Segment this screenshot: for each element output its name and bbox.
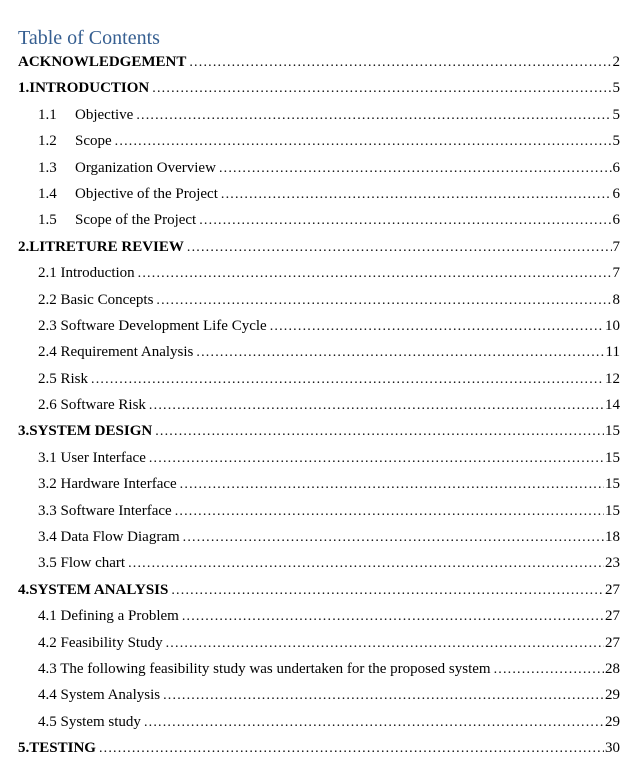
toc-entry-page: 29 <box>605 687 620 704</box>
toc-entry[interactable] <box>18 292 620 318</box>
toc-entry-label: ACKNOWLEDGEMENT <box>18 54 187 70</box>
toc-entry-page: 15 <box>605 449 620 466</box>
dot-leader <box>152 81 611 97</box>
dot-leader <box>149 451 604 467</box>
toc-entry-page: 2 <box>612 54 620 70</box>
toc-entry-label: 3.5 Flow chart <box>38 555 126 572</box>
toc-entry-label: 4.2 Feasibility Study <box>38 634 163 651</box>
dot-leader <box>270 319 604 335</box>
toc-entry[interactable] <box>18 318 620 344</box>
toc-entry-number: 1.5 <box>38 212 57 229</box>
toc-list <box>18 54 620 767</box>
toc-entry-page: 18 <box>605 529 620 546</box>
toc-entry-label: 4.1 Defining a Problem <box>38 608 179 625</box>
toc-entry[interactable] <box>18 371 620 397</box>
dot-leader <box>219 161 612 177</box>
dot-leader <box>99 741 604 757</box>
toc-entry-label: Objective <box>75 106 134 123</box>
toc-entry-label: 1.INTRODUCTION <box>18 80 150 97</box>
toc-entry-page: 7 <box>612 238 620 255</box>
toc-entry-page: 10 <box>605 317 620 334</box>
toc-entry-label: 2.6 Software Risk <box>38 397 146 414</box>
toc-entry-label: 3.2 Hardware Interface <box>38 476 177 493</box>
toc-entry[interactable] <box>18 186 620 212</box>
toc-entry[interactable] <box>18 239 620 265</box>
toc-entry[interactable] <box>18 635 620 661</box>
toc-entry[interactable] <box>18 133 620 159</box>
toc-entry-page: 27 <box>605 634 620 651</box>
toc-entry-page: 14 <box>605 397 620 414</box>
toc-entry-label: 4.3 The following feasibility study was undertaken for the proposed system <box>38 660 491 677</box>
toc-entry-page: 5 <box>612 133 620 150</box>
toc-entry-page: 29 <box>605 713 620 730</box>
toc-entry-label: 4.5 System study <box>38 713 141 730</box>
toc-entry-label: 2.4 Requirement Analysis <box>38 344 194 361</box>
toc-entry-page: 11 <box>605 344 620 361</box>
toc-entry[interactable] <box>18 582 620 608</box>
toc-entry-label: 5.TESTING <box>18 740 96 757</box>
toc-entry[interactable] <box>18 265 620 291</box>
dot-leader <box>163 688 604 704</box>
dot-leader <box>136 108 611 124</box>
toc-entry[interactable] <box>18 160 620 186</box>
toc-entry[interactable] <box>18 687 620 713</box>
toc-entry[interactable] <box>18 423 620 449</box>
toc-entry-label: Objective of the Project <box>75 185 218 202</box>
toc-entry[interactable] <box>18 476 620 502</box>
page-title: Table of Contents <box>18 27 160 49</box>
dot-leader <box>189 55 611 71</box>
toc-entry-page: 5 <box>612 106 620 123</box>
toc-entry-page: 15 <box>605 423 620 440</box>
dot-leader <box>494 662 604 678</box>
toc-entry[interactable] <box>18 450 620 476</box>
dot-leader <box>128 556 604 572</box>
dot-leader <box>144 715 604 731</box>
toc-entry-page: 15 <box>605 502 620 519</box>
toc-entry[interactable] <box>18 714 620 740</box>
toc-entry[interactable] <box>18 107 620 133</box>
dot-leader <box>115 134 612 150</box>
toc-entry-number: 1.4 <box>38 185 57 202</box>
toc-entry-label: 2.3 Software Development Life Cycle <box>38 317 267 334</box>
toc-entry-page: 27 <box>605 581 620 598</box>
dot-leader <box>182 609 604 625</box>
toc-entry-label: Organization Overview <box>75 159 216 176</box>
toc-entry[interactable] <box>18 503 620 529</box>
dot-leader <box>171 583 604 599</box>
dot-leader <box>187 240 612 256</box>
toc-entry-label: Scope <box>75 133 112 150</box>
toc-entry-page: 6 <box>612 185 620 202</box>
toc-entry-label: 4.4 System Analysis <box>38 687 161 704</box>
toc-entry-label: 3.SYSTEM DESIGN <box>18 423 153 440</box>
dot-leader <box>199 213 611 229</box>
toc-entry-page: 28 <box>605 660 620 677</box>
toc-entry-number: 1.2 <box>38 133 57 150</box>
toc-entry-page: 23 <box>605 555 620 572</box>
toc-entry-label: 3.1 User Interface <box>38 449 146 466</box>
toc-entry-label: 3.3 Software Interface <box>38 502 172 519</box>
dot-leader <box>156 293 611 309</box>
toc-entry-page: 12 <box>605 370 620 387</box>
toc-entry[interactable] <box>18 740 620 766</box>
dot-leader <box>91 372 604 388</box>
toc-entry-label: 2.1 Introduction <box>38 265 135 282</box>
toc-entry-label: 2.5 Risk <box>38 370 89 387</box>
dot-leader <box>138 266 612 282</box>
toc-entry-page: 15 <box>605 476 620 493</box>
toc-entry-label: 3.4 Data Flow Diagram <box>38 529 180 546</box>
dot-leader <box>175 504 604 520</box>
dot-leader <box>221 187 612 203</box>
toc-entry-page: 6 <box>612 212 620 229</box>
toc-entry-page: 7 <box>612 265 620 282</box>
toc-entry[interactable] <box>18 80 620 106</box>
toc-entry[interactable] <box>18 661 620 687</box>
toc-entry[interactable] <box>18 397 620 423</box>
toc-entry-page: 5 <box>612 80 620 97</box>
dot-leader <box>180 477 604 493</box>
dot-leader <box>196 345 604 361</box>
toc-entry[interactable] <box>18 608 620 634</box>
toc-entry-page: 30 <box>605 740 620 757</box>
dot-leader <box>183 530 604 546</box>
toc-entry[interactable] <box>18 555 620 581</box>
dot-leader <box>155 424 604 440</box>
toc-entry-label: 2.LITRETURE REVIEW <box>18 238 184 255</box>
toc-entry-page: 27 <box>605 608 620 625</box>
toc-entry-page: 8 <box>612 291 620 308</box>
toc-entry-label: 4.SYSTEM ANALYSIS <box>18 581 169 598</box>
toc-entry[interactable] <box>18 54 620 80</box>
toc-entry[interactable] <box>18 344 620 370</box>
toc-entry-number: 1.1 <box>38 106 57 123</box>
toc-entry-label: 2.2 Basic Concepts <box>38 291 154 308</box>
toc-entry[interactable] <box>18 529 620 555</box>
dot-leader <box>166 636 604 652</box>
toc-entry[interactable] <box>18 212 620 238</box>
toc-entry-page: 6 <box>612 159 620 176</box>
toc-entry-number: 1.3 <box>38 159 57 176</box>
dot-leader <box>149 398 604 414</box>
toc-entry-label: Scope of the Project <box>75 212 197 229</box>
